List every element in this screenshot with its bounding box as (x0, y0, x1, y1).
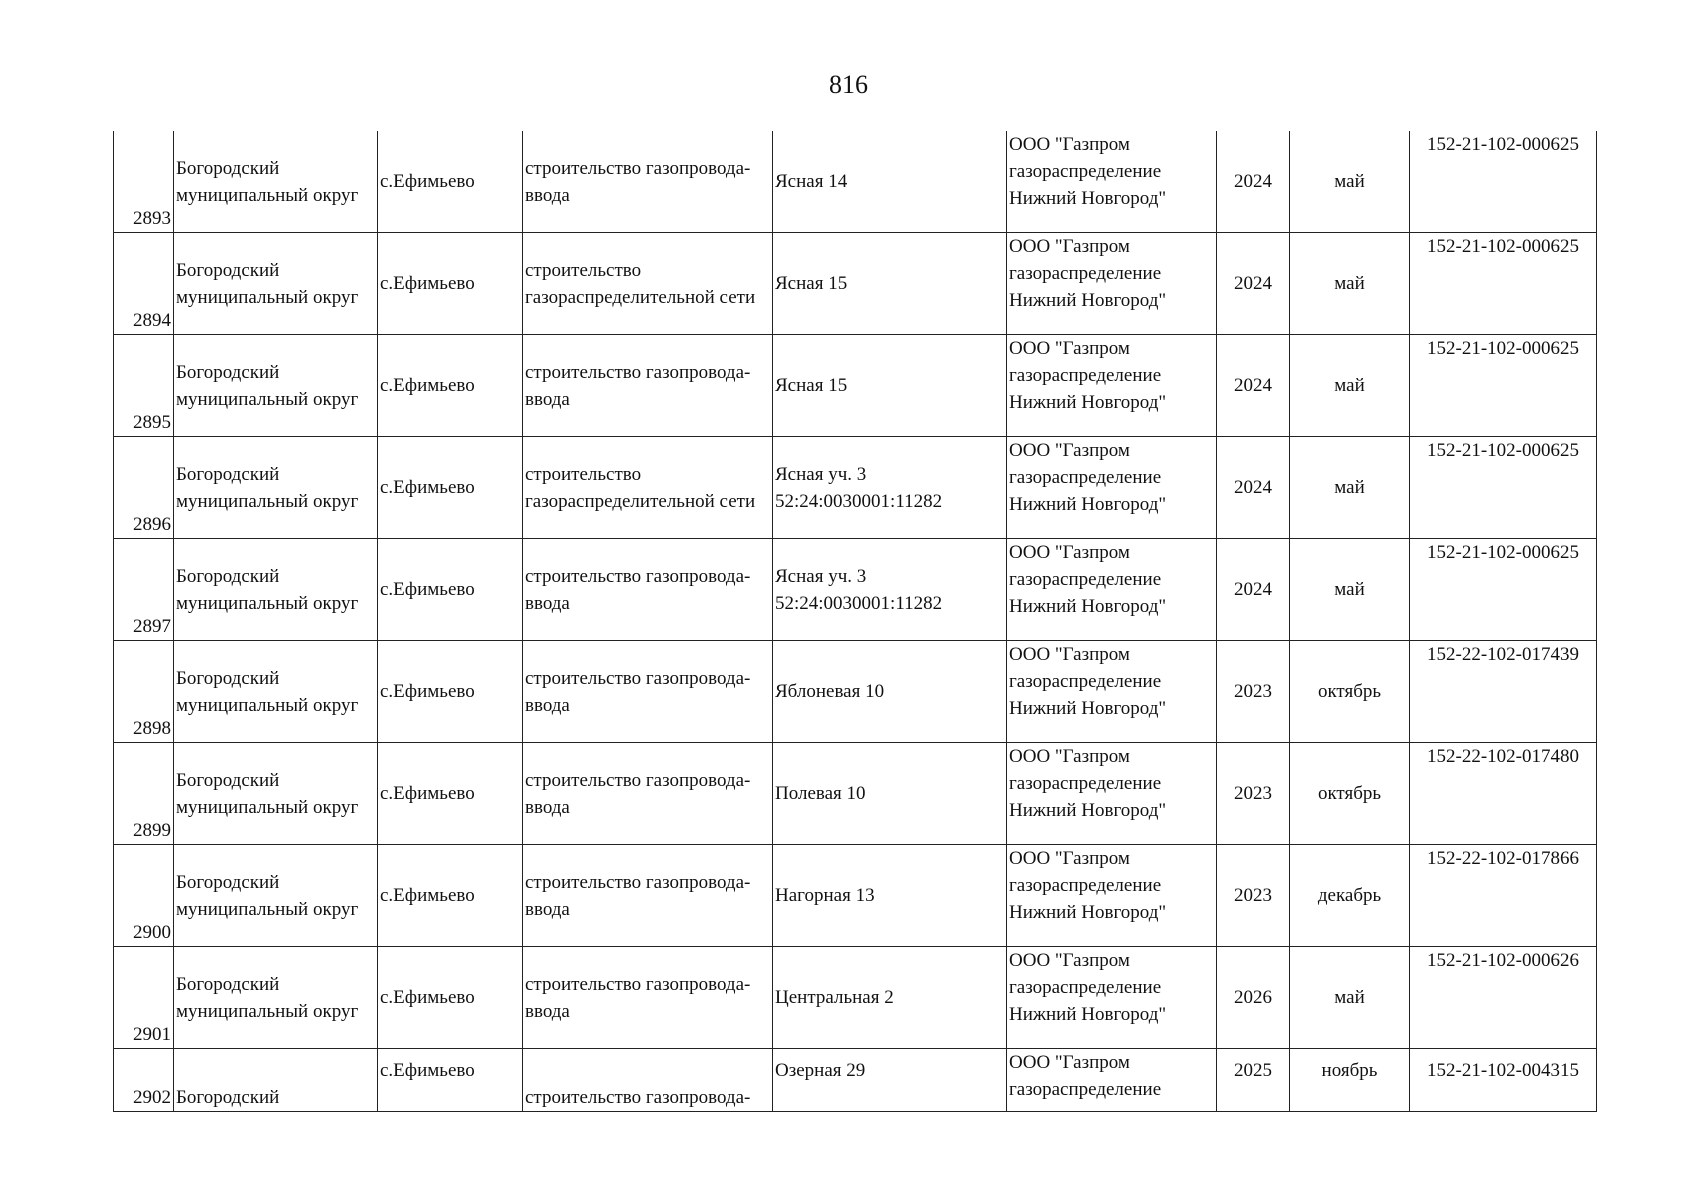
month-cell: май (1290, 233, 1410, 335)
organization-cell (1007, 335, 1217, 437)
district-cell (174, 539, 378, 641)
table-row (114, 947, 1597, 1049)
work-type-cell-line: строительство газопровода- (525, 157, 751, 179)
work-type-cell-line: ввода (525, 592, 570, 614)
organization-cell-line: Нижний Новгород" (1009, 1004, 1167, 1025)
address-cell (773, 845, 1007, 947)
table-row (114, 743, 1597, 845)
organization-cell-line: газораспределение (1009, 263, 1162, 284)
organization-cell-line: Нижний Новгород" (1009, 494, 1167, 515)
district-cell-line: муниципальный округ (176, 286, 359, 308)
organization-cell-line: ООО "Газпром (1009, 542, 1130, 563)
table-row (114, 539, 1597, 641)
row-number-cell: 2900 (114, 845, 174, 947)
month-cell: октябрь (1290, 743, 1410, 845)
organization-cell-line: ООО "Газпром (1009, 236, 1130, 257)
row-number-cell: 2902 (114, 1049, 174, 1112)
address-cell (773, 743, 1007, 845)
work-type-cell-line: строительство (525, 463, 642, 485)
address-cell (773, 1049, 1007, 1112)
work-type-cell-line: строительство газопровода- (525, 361, 751, 383)
address-cell (773, 233, 1007, 335)
table-row (114, 335, 1597, 437)
table-row (114, 131, 1597, 233)
month-cell: май (1290, 947, 1410, 1049)
district-cell-line: муниципальный округ (176, 898, 359, 920)
district-cell-line: муниципальный округ (176, 184, 359, 206)
code-cell: 152-21-102-000625 (1410, 437, 1597, 539)
table-row (114, 1049, 1597, 1112)
organization-cell-line: газораспределение (1009, 467, 1162, 488)
district-cell-line: муниципальный округ (176, 1000, 359, 1022)
work-type-cell (523, 539, 773, 641)
row-number-cell: 2895 (114, 335, 174, 437)
organization-cell-line: газораспределение (1009, 569, 1162, 590)
table-row (114, 233, 1597, 335)
organization-cell-line: ООО "Газпром (1009, 644, 1130, 665)
work-type-cell-line: ввода (525, 1000, 570, 1022)
table-row (114, 437, 1597, 539)
table-row (114, 845, 1597, 947)
year-cell: 2023 (1217, 845, 1290, 947)
organization-cell-line: ООО "Газпром (1009, 746, 1130, 767)
organization-cell-line: ООО "Газпром (1009, 950, 1130, 971)
code-cell: 152-21-102-000626 (1410, 947, 1597, 1049)
district-cell-line: муниципальный округ (176, 694, 359, 716)
district-cell-line: муниципальный округ (176, 388, 359, 410)
organization-cell (1007, 539, 1217, 641)
year-cell: 2026 (1217, 947, 1290, 1049)
address-cell-line: Озерная 29 (775, 1060, 866, 1081)
work-type-cell-line: ввода (525, 184, 570, 206)
month-cell: октябрь (1290, 641, 1410, 743)
address-cell (773, 539, 1007, 641)
organization-cell-line: Нижний Новгород" (1009, 290, 1167, 311)
work-type-cell-line: ввода (525, 898, 570, 920)
organization-cell-line: газораспределение (1009, 365, 1162, 386)
month-cell: декабрь (1290, 845, 1410, 947)
table-row (114, 641, 1597, 743)
organization-cell-line: Нижний Новгород" (1009, 188, 1167, 209)
work-type-cell-line: газораспределительной сети (525, 490, 756, 512)
code-cell: 152-21-102-000625 (1410, 539, 1597, 641)
month-cell: май (1290, 437, 1410, 539)
address-cell (773, 437, 1007, 539)
district-cell (174, 947, 378, 1049)
page-number: 816 (829, 70, 868, 99)
year-cell: 2024 (1217, 539, 1290, 641)
organization-cell (1007, 131, 1217, 233)
row-number-cell: 2893 (114, 131, 174, 233)
year-cell: 2025 (1217, 1049, 1290, 1112)
district-cell (174, 437, 378, 539)
district-cell-line: муниципальный округ (176, 490, 359, 512)
locality-cell: с.Ефимьево (378, 131, 523, 233)
code-cell: 152-21-102-000625 (1410, 335, 1597, 437)
work-type-cell (523, 131, 773, 233)
address-cell-line: 52:24:0030001:11282 (775, 592, 943, 614)
district-cell-line: Богородский (176, 769, 280, 791)
organization-cell (1007, 233, 1217, 335)
address-cell-line: Полевая 10 (775, 783, 866, 804)
organization-cell-line: Нижний Новгород" (1009, 698, 1167, 719)
address-cell-line: Нагорная 13 (775, 885, 875, 906)
district-cell (174, 641, 378, 743)
work-type-cell-line: строительство газопровода- (525, 1087, 751, 1108)
work-type-cell-line: газораспределительной сети (525, 286, 756, 308)
work-type-cell (523, 845, 773, 947)
address-cell (773, 947, 1007, 1049)
organization-cell-line: газораспределение (1009, 875, 1162, 896)
work-type-cell-line: ввода (525, 796, 570, 818)
district-cell-line: Богородский (176, 871, 280, 893)
district-cell-line: Богородский (176, 157, 280, 179)
address-cell-line: Центральная 2 (775, 987, 894, 1008)
address-cell-line: Ясная 14 (775, 171, 848, 192)
organization-cell-line: газораспределение (1009, 977, 1162, 998)
work-type-cell (523, 335, 773, 437)
address-cell-line: Ясная 15 (775, 375, 848, 396)
organization-cell (1007, 947, 1217, 1049)
code-cell: 152-21-102-000625 (1410, 233, 1597, 335)
month-cell: май (1290, 335, 1410, 437)
district-cell-line: Богородский (176, 361, 280, 383)
organization-cell-line: ООО "Газпром (1009, 440, 1130, 461)
row-number-cell: 2897 (114, 539, 174, 641)
address-cell-line: 52:24:0030001:11282 (775, 490, 943, 512)
year-cell: 2024 (1217, 437, 1290, 539)
organization-cell-line: Нижний Новгород" (1009, 596, 1167, 617)
work-type-cell (523, 233, 773, 335)
month-cell: ноябрь (1290, 1049, 1410, 1112)
district-cell (174, 845, 378, 947)
district-cell (174, 1049, 378, 1112)
address-cell-line: Яблоневая 10 (775, 681, 885, 702)
organization-cell-line: ООО "Газпром (1009, 848, 1130, 869)
locality-cell: с.Ефимьево (378, 845, 523, 947)
address-cell (773, 641, 1007, 743)
locality-cell: с.Ефимьево (378, 1049, 523, 1112)
work-type-cell (523, 947, 773, 1049)
organization-cell-line: ООО "Газпром (1009, 338, 1130, 359)
year-cell: 2024 (1217, 131, 1290, 233)
year-cell: 2023 (1217, 641, 1290, 743)
organization-cell (1007, 845, 1217, 947)
organization-cell (1007, 641, 1217, 743)
locality-cell: с.Ефимьево (378, 437, 523, 539)
district-cell-line: Богородский (176, 463, 280, 485)
district-cell-line: муниципальный округ (176, 796, 359, 818)
row-number-cell: 2896 (114, 437, 174, 539)
month-cell: май (1290, 539, 1410, 641)
work-type-cell-line: строительство (525, 259, 642, 281)
locality-cell: с.Ефимьево (378, 743, 523, 845)
organization-cell (1007, 437, 1217, 539)
organization-cell-line: ООО "Газпром (1009, 1052, 1130, 1073)
district-cell (174, 335, 378, 437)
row-number-cell: 2901 (114, 947, 174, 1049)
district-cell (174, 233, 378, 335)
organization-cell-line: газораспределение (1009, 161, 1162, 182)
row-number-cell: 2899 (114, 743, 174, 845)
work-type-cell-line: ввода (525, 388, 570, 410)
organization-cell (1007, 743, 1217, 845)
address-cell-line: Ясная уч. 3 (775, 463, 867, 485)
work-type-cell-line: строительство газопровода- (525, 565, 751, 587)
work-type-cell-line: строительство газопровода- (525, 667, 751, 689)
organization-cell-line: газораспределение (1009, 1079, 1162, 1100)
work-type-cell (523, 437, 773, 539)
address-cell-line: Ясная уч. 3 (775, 565, 867, 587)
work-type-cell-line: строительство газопровода- (525, 973, 751, 995)
registry-table (113, 131, 1597, 1112)
organization-cell (1007, 1049, 1217, 1112)
code-cell: 152-22-102-017439 (1410, 641, 1597, 743)
locality-cell: с.Ефимьево (378, 539, 523, 641)
code-cell: 152-21-102-004315 (1410, 1049, 1597, 1112)
work-type-cell (523, 641, 773, 743)
row-number-cell: 2898 (114, 641, 174, 743)
locality-cell: с.Ефимьево (378, 947, 523, 1049)
locality-cell: с.Ефимьево (378, 233, 523, 335)
work-type-cell (523, 1049, 773, 1112)
year-cell: 2024 (1217, 335, 1290, 437)
work-type-cell (523, 743, 773, 845)
organization-cell-line: газораспределение (1009, 671, 1162, 692)
code-cell: 152-22-102-017480 (1410, 743, 1597, 845)
district-cell (174, 743, 378, 845)
month-cell: май (1290, 131, 1410, 233)
locality-cell: с.Ефимьево (378, 335, 523, 437)
district-cell-line: Богородский (176, 259, 280, 281)
table-body (114, 131, 1597, 1112)
code-cell: 152-21-102-000625 (1410, 131, 1597, 233)
address-cell (773, 335, 1007, 437)
address-cell-line: Ясная 15 (775, 273, 848, 294)
organization-cell-line: Нижний Новгород" (1009, 902, 1167, 923)
locality-cell: с.Ефимьево (378, 641, 523, 743)
organization-cell-line: Нижний Новгород" (1009, 392, 1167, 413)
district-cell-line: муниципальный округ (176, 592, 359, 614)
year-cell: 2023 (1217, 743, 1290, 845)
organization-cell-line: Нижний Новгород" (1009, 800, 1167, 821)
address-cell (773, 131, 1007, 233)
district-cell-line: Богородский (176, 973, 280, 995)
row-number-cell: 2894 (114, 233, 174, 335)
code-cell: 152-22-102-017866 (1410, 845, 1597, 947)
district-cell (174, 131, 378, 233)
work-type-cell-line: строительство газопровода- (525, 871, 751, 893)
year-cell: 2024 (1217, 233, 1290, 335)
work-type-cell-line: строительство газопровода- (525, 769, 751, 791)
work-type-cell-line: ввода (525, 694, 570, 716)
district-cell-line: Богородский (176, 667, 280, 689)
organization-cell-line: ООО "Газпром (1009, 134, 1130, 155)
district-cell-line: Богородский (176, 1087, 280, 1108)
organization-cell-line: газораспределение (1009, 773, 1162, 794)
district-cell-line: Богородский (176, 565, 280, 587)
